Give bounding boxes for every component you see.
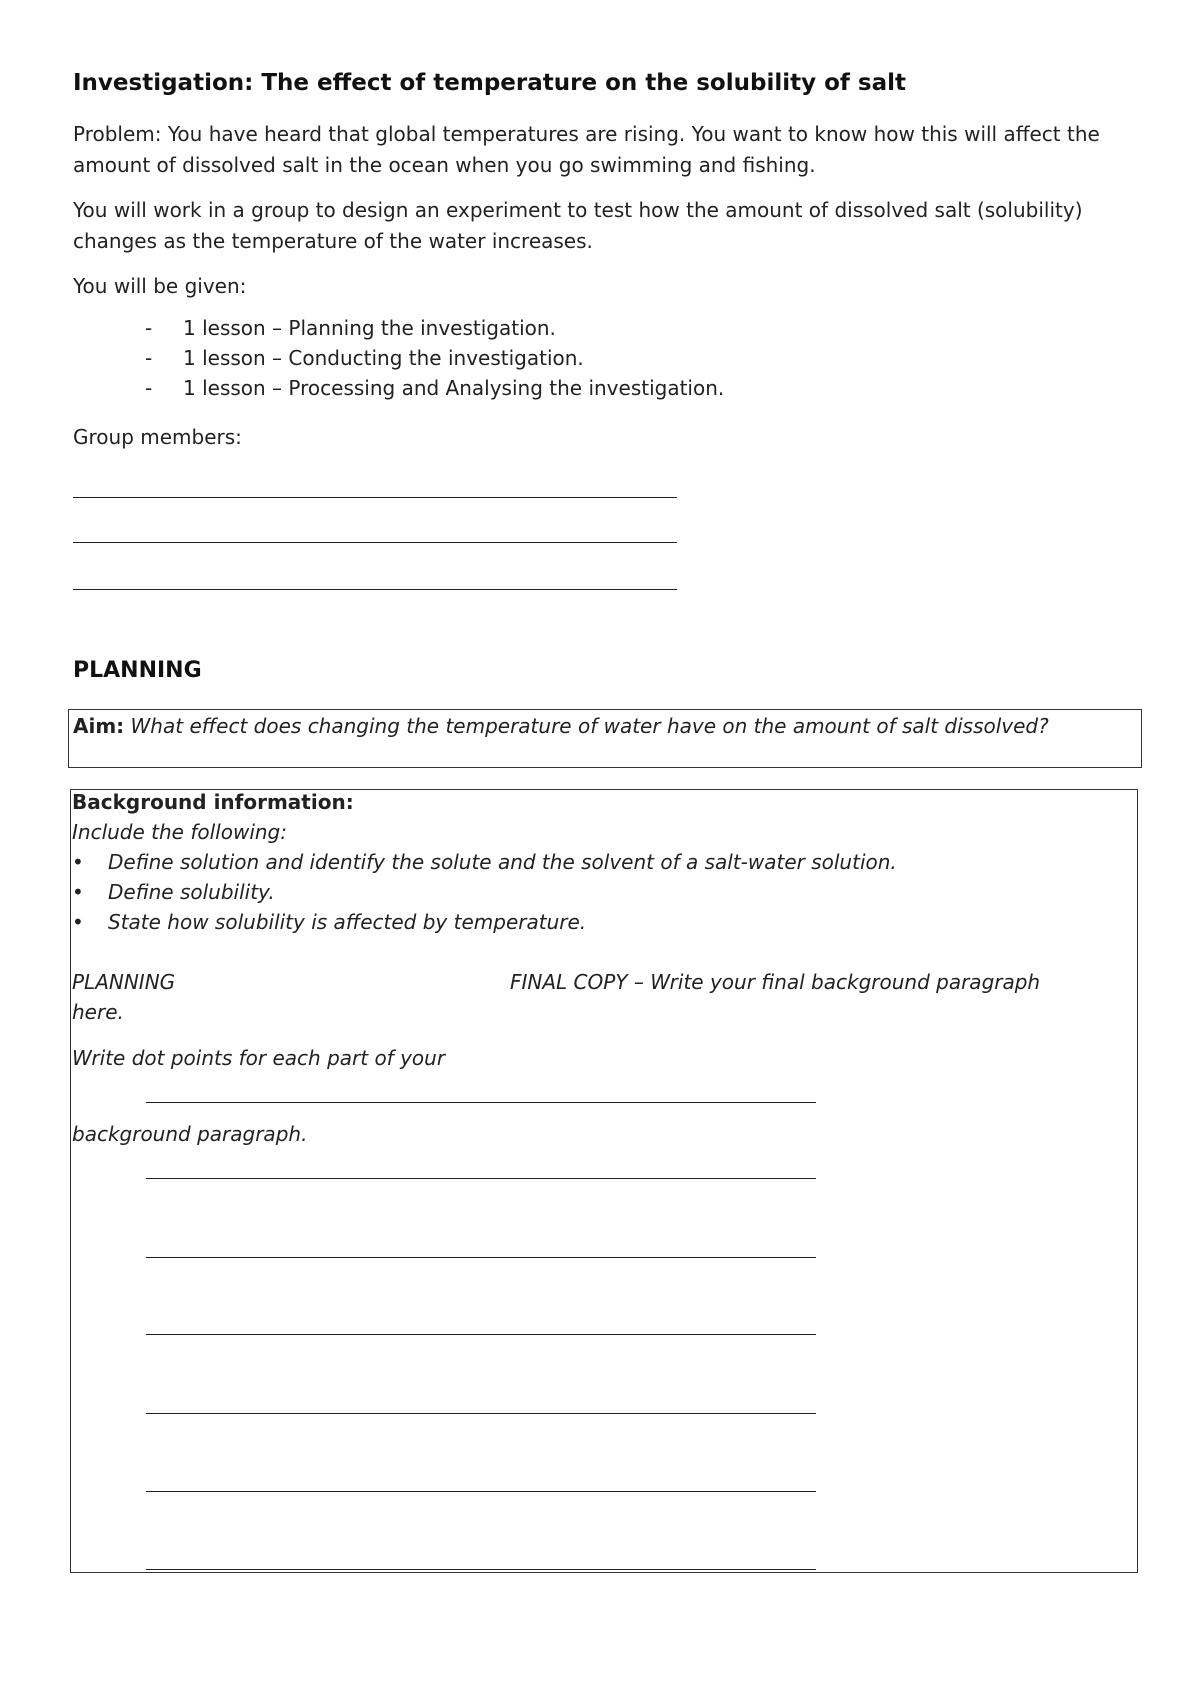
bullet-marker: • [72,850,84,874]
final-copy-label: FINAL COPY – Write your final background paragraph [510,970,1041,994]
background-bullet-solubility [72,880,275,904]
aim-box [68,709,1142,768]
lesson-text: 1 lesson – Conducting the investigation. [183,346,584,370]
given-intro: You will be given: [73,274,247,298]
here-text: here. [72,1000,124,1024]
lesson-item-planning [145,316,556,340]
bullet-marker: • [72,910,84,934]
problem-text: Problem: You have heard that global temperatures are rising. You want to know how this will affect the amount of dissolved salt in the ocean when you go swimming and fishing. [73,122,1100,177]
background-bullet-temperature [72,910,586,934]
design-text: You will work in a group to design an experiment to test how the amount of dissolved salt (solubility) changes as the temperature of the water increases. [73,198,1083,253]
group-member-line-2[interactable] [73,542,677,543]
list-marker: - [145,316,153,340]
dot-points-instruction: Write dot points for each part of your [72,1046,446,1070]
group-member-line-1[interactable] [73,497,677,498]
writing-line-7[interactable] [146,1569,816,1570]
writing-line-1[interactable] [146,1102,816,1103]
background-bullet-solution [72,850,897,874]
planning-label: PLANNING [72,970,176,994]
bullet-text: Define solubility. [108,880,275,904]
writing-line-6[interactable] [146,1491,816,1492]
background-heading: Background information: [72,790,354,814]
lesson-text: 1 lesson – Planning the investigation. [183,316,556,340]
list-marker: - [145,346,153,370]
lesson-text: 1 lesson – Processing and Analysing the investigation. [183,376,725,400]
aim-label: Aim: [73,714,125,738]
background-box [70,789,1138,1573]
page-title: Investigation: The effect of temperature on the solubility of salt [73,70,907,96]
lesson-item-processing [145,376,724,400]
bullet-text: State how solubility is affected by temperature. [108,910,587,934]
lesson-item-conducting [145,346,584,370]
background-paragraph-text: background paragraph. [72,1122,308,1146]
section-title-planning: PLANNING [73,658,202,683]
writing-line-3[interactable] [146,1257,816,1258]
group-members-label: Group members: [73,425,242,449]
writing-line-4[interactable] [146,1334,816,1335]
group-member-line-3[interactable] [73,589,677,590]
bullet-text: Define solution and identify the solute and the solvent of a salt-water solution. [108,850,897,874]
include-text: Include the following: [72,820,287,844]
list-marker: - [145,376,153,400]
writing-line-2[interactable] [146,1178,816,1179]
bullet-marker: • [72,880,84,904]
writing-line-5[interactable] [146,1413,816,1414]
aim-text: What effect does changing the temperature of water have on the amount of salt dissolved? [130,714,1049,738]
